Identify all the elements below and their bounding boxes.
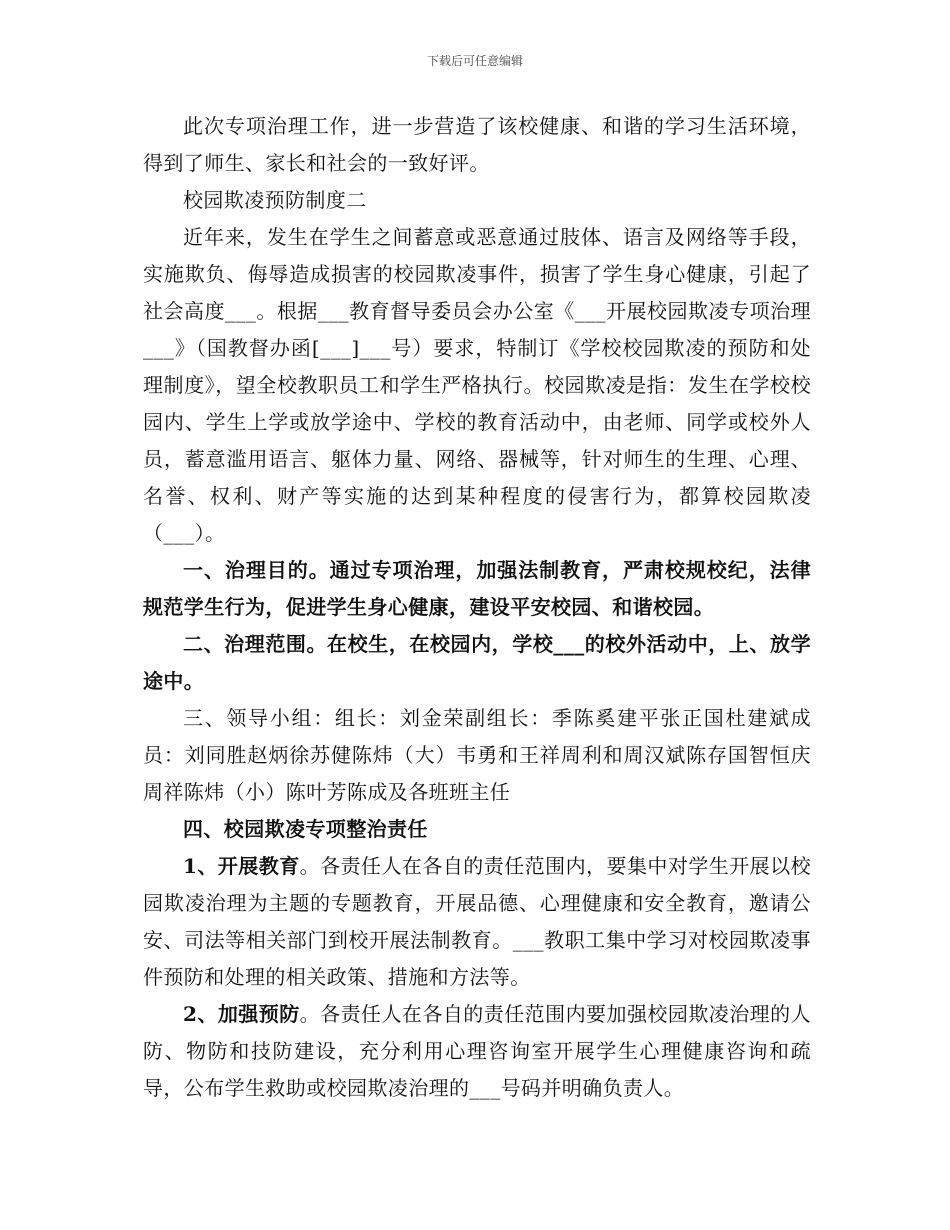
section-title: 校园欺凌预防制度二 (183, 188, 367, 212)
heading-scope: 二、治理范围。在校生，在校园内，学校___的校外活动中，上、放学途中。 (143, 632, 811, 693)
paragraph-conclusion: 此次专项治理工作，进一步营造了该校健康、和谐的学习生活环境，得到了师生、家长和社会的一致好评。 (143, 114, 811, 175)
paragraph-leadership: 三、领导小组：组长：刘金荣副组长：季陈奚建平张正国杜建斌成员：刘同胜赵炳徐苏健陈炜（大）韦勇和王祥周利和周汉斌陈存国智恒庆周祥陈炜（小）陈叶芳陈成及各班班主任 (143, 706, 811, 804)
heading-responsibility: 四、校园欺凌专项整治责任 (183, 817, 428, 841)
lead-prevention: 2、加强预防 (183, 1002, 300, 1026)
document-body (143, 108, 811, 1107)
text-education: 。各责任人在各自的责任范围内，要集中对学生开展以校园欺凌治理为主题的专题教育，开展品德、心理健康和安全教育，邀请公安、司法等相关部门到校开展法制教育。___教职工集中学习对校园欺凌事件预防和处理的相关政策、措施和方法等。 (143, 854, 811, 989)
text-prevention: 。各责任人在各自的责任范围内要加强校园欺凌治理的人防、物防和技防建设，充分利用心理咨询室开展学生心理健康咨询和疏导，公布学生救助或校园欺凌治理的___号码并明确负责人。 (143, 1002, 811, 1100)
page-header: 下载后可任意编辑 (426, 54, 523, 68)
paragraph-intro: 近年来，发生在学生之间蓄意或恶意通过肢体、语言及网络等手段，实施欺负、侮辱造成损害的校园欺凌事件，损害了学生身心健康，引起了社会高度___。根据___教育督导委员会办公室《___开展校园欺凌专项治理___》（国教督办函[___]___号）要求，特制订《学校校园欺凌的预防和处理制度》，望全校教职员工和学生严格执行。校园欺凌是指：发生在学校校园内、学生上学或放学途中、学校的教育活动中，由老师、同学或校外人员，蓄意滥用语言、躯体力量、网络、器械等，针对师生的生理、心理、名誉、权利、财产等实施的达到某种程度的侵害行为，都算校园欺凌（___）。 (143, 225, 811, 545)
paragraph-education (143, 848, 811, 996)
heading-purpose: 一、治理目的。通过专项治理，加强法制教育，严肃校规校纪，法律规范学生行为，促进学生身心健康，建设平安校园、和谐校园。 (143, 558, 811, 619)
lead-education: 1、开展教育 (183, 854, 300, 878)
paragraph-prevention (143, 996, 811, 1107)
